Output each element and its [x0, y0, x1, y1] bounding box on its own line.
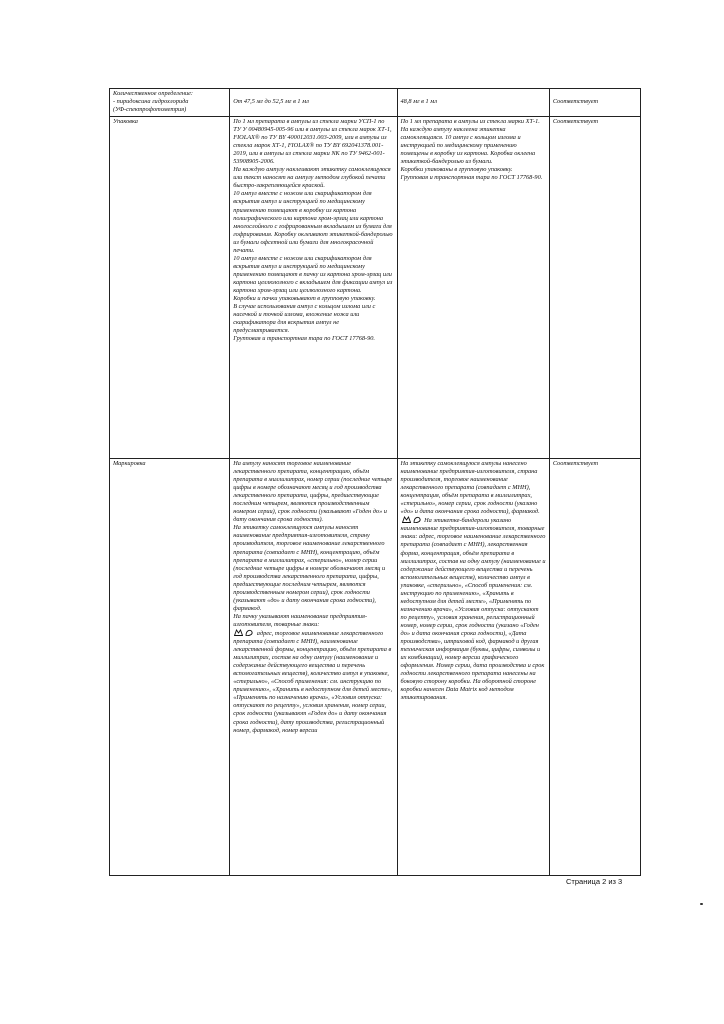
table-row [110, 89, 641, 117]
requirement-text: На этикетку самоклеящуюся ампулы наносят наименование предприятия-изготовителя, страну производителя, торговое наименование лекарственного препарата (совпадает с МНН), концентрацию, объём препарата в миллилитрах, «стерильно», номер серии (последние четыре цифры в номере обозначают месяц и год производства лекарственного препарата, цифры, предшествующие последним четырем, являются производственным номером серии), срок годности (указывают «до» и дату окончания срока годности), фармакод. [233, 524, 386, 612]
trademark-logo-icon [413, 516, 422, 523]
result-text: На этикетке-бандероли указано наименование предприятия-изготовителя, товарные знаки: адрес, торговое наименование лекарственного препарата (совпадает с МНН), лекарственная форма, концентрация, объём препарата в миллилитрах, состав на одну ампулу (наименование и содержание действующего вещества и перечень вспомогательных веществ), количество ампул в упаковке, «стерильно», «Способ применения: см. инструкцию по применению», «Хранить в недоступном для детей месте», «Применять по назначению врача», «Условия отпуска: отпускают по рецепту», условия хранения, регистрационный номер, номер серии, срок годности (указано «Годен до» и дата окончания срока годности), «Дата производства», штриховой код, фармакод и другая техническая информация (буквы, цифры, символы и их комбинации), номер версии графического оформления. Номер серии, дата производства и срок годности лекарственного препарата нанесены на боковую сторону коробки. На оборотной стороне коробки нанесен Data Matrix код методом этикетирования. [400, 517, 546, 702]
verdict-text: Соответствует [552, 98, 599, 105]
result-text: Групповая и транспортная тара по ГОСТ 17768-90. [400, 174, 543, 182]
verdict-cell [549, 117, 640, 459]
trademark-logo-icon [402, 516, 411, 523]
scan-speck [700, 903, 703, 905]
requirement-cell [230, 89, 397, 117]
table-row [110, 459, 641, 876]
param-name: Упаковка [113, 118, 138, 125]
param-name-cell [110, 459, 230, 876]
requirement-text: На каждую ампулу наклеивают этикетку самоклеящуюся или текст наносят на ампулу методом глубокой печати быстро-закрепляющейся краской. [233, 166, 391, 190]
requirement-text: Коробки и пачки упаковывают в групповую упаковку. [233, 295, 376, 303]
result-text: 48,8 мг в 1 мл [400, 98, 437, 105]
result-text: На этикетку самоклеящуюся ампулы нанесено наименование предприятия-изготовителя, страна производителя, торговое наименование лекарственного препарата (совпадает с МНН), концентрация, объём препарата в миллилитрах, «стерильно», номер серии, срок годности (указано «до» и дата окончания срока годности), фармакод. [400, 460, 540, 516]
requirement-text: 10 ампул вместе с ножом или скарификатором для вскрытия ампул и инструкцией по медицинскому применению помещают в пачку из картона хром-эрзац или картона целлюлозного с вкладышем для фиксации ампул из картона хром-эрзац или целлюлозного картона. [233, 254, 393, 294]
verdict-cell [549, 89, 640, 117]
verdict-text: Соответствует [552, 118, 599, 125]
requirement-cell [230, 459, 397, 876]
param-name-cell [110, 117, 230, 459]
requirement-text: В случае использования ампул с кольцом излома или с насечкой и точкой излома, вложение ножа или скарификатора для вскрытия ампул не предусматривается. [233, 303, 376, 335]
param-name-cell [110, 89, 230, 117]
requirement-text: адрес, торговое наименование лекарственного препарата (совпадает с МНН), наименование лекарственной формы, концентрацию, объём препарата в миллилитрах, состав на одну ампулу (наименование и содержание действующего вещества и перечень вспомогательных веществ), количество ампул в упаковке, «стерильно», «Способ применения: см. инструкцию по применению», «Хранить в недоступном для детей месте», «Применять по назначению врача», «Условия отпуска: отпускают по рецепту», условия хранения, номер серии, срок годности (указывают «Годен до» и дату окончания срока годности), дату производства, регистрационный номер, фармакод, номер версии [233, 629, 393, 734]
result-text: На каждую ампулу наклеена этикетка самоклеящаяся. 10 ампул с кольцом излома и инструкцией по медицинскому применению помещены в коробку из картона. Коробка оклеена этикеткой-бандеролью из бумаги. [400, 126, 536, 166]
result-cell [397, 459, 549, 876]
param-name: Маркировка [113, 460, 146, 467]
requirement-text-with-icons [233, 629, 393, 735]
requirement-text: Групповая и транспортная тара по ГОСТ 17768-90. [233, 335, 375, 343]
requirement-text: 10 ампул вместе с ножом или скарификатором для вскрытия ампул и инструкцией по медицинскому применению помещают в коробку из картона полиграфического или картона хром-эрзац или картона многослойного с гофрированным вкладышем из бумаги для гофрирования. Коробку оклеивают этикеткой-бандеролью из бумаги офсетной или бумаги для многокрасочной печати. [233, 190, 393, 254]
requirement-text: На пачку указывают наименование предприятия-изготовителя, товарные знаки: [233, 612, 368, 628]
requirement-text: От 47,5 мг до 52,5 мг в 1 мл [233, 98, 309, 105]
result-cell [397, 89, 549, 117]
trademark-logo-icon [234, 629, 243, 636]
result-text-with-icons [401, 516, 546, 702]
page-number: Страница 2 из 3 [566, 877, 623, 886]
requirement-text: На ампулу наносят торговое наименование лекарственного препарата, концентрацию, объём препарата в миллилитрах, номер серии (последние четыре цифры в номере обозначают месяц и год производства лекарственного препарата, цифры, предшествующие последним четырем, являются производственным номером серии), срок годности (указывают «Годен до» и дату окончания срока годности). [233, 460, 393, 524]
verdict-text: Соответствует [552, 460, 599, 467]
result-text: Коробки упакованы в групповую упаковку. [400, 166, 513, 174]
verdict-cell [549, 459, 640, 876]
requirement-text: По 1 мл препарата в ампулы из стекла марки УСП-1 по ТУ У 00480945-005-96 или в ампулы из стекла марок ХТ-1, FIOLAX® по ТУ BY 400012031.003-2009, или в ампулы из стекла марок ХТ-1, FIOLAX® по ТУ BY 692041378.001-2019, или в ампулы из стекла марки NK по ТУ 9462-001-53908905-2006. [233, 118, 392, 166]
trademark-logo-icon [245, 629, 254, 636]
result-text: По 1 мл препарата в ампулы из стекла марки ХТ-1. [400, 118, 540, 125]
requirement-cell [230, 117, 397, 459]
param-name: Количественное определение: - пиридоксина гидрохлорида (УФ-спектрофотометрия) [113, 90, 194, 114]
spec-table [109, 88, 641, 876]
table-row [110, 117, 641, 459]
result-cell [397, 117, 549, 459]
